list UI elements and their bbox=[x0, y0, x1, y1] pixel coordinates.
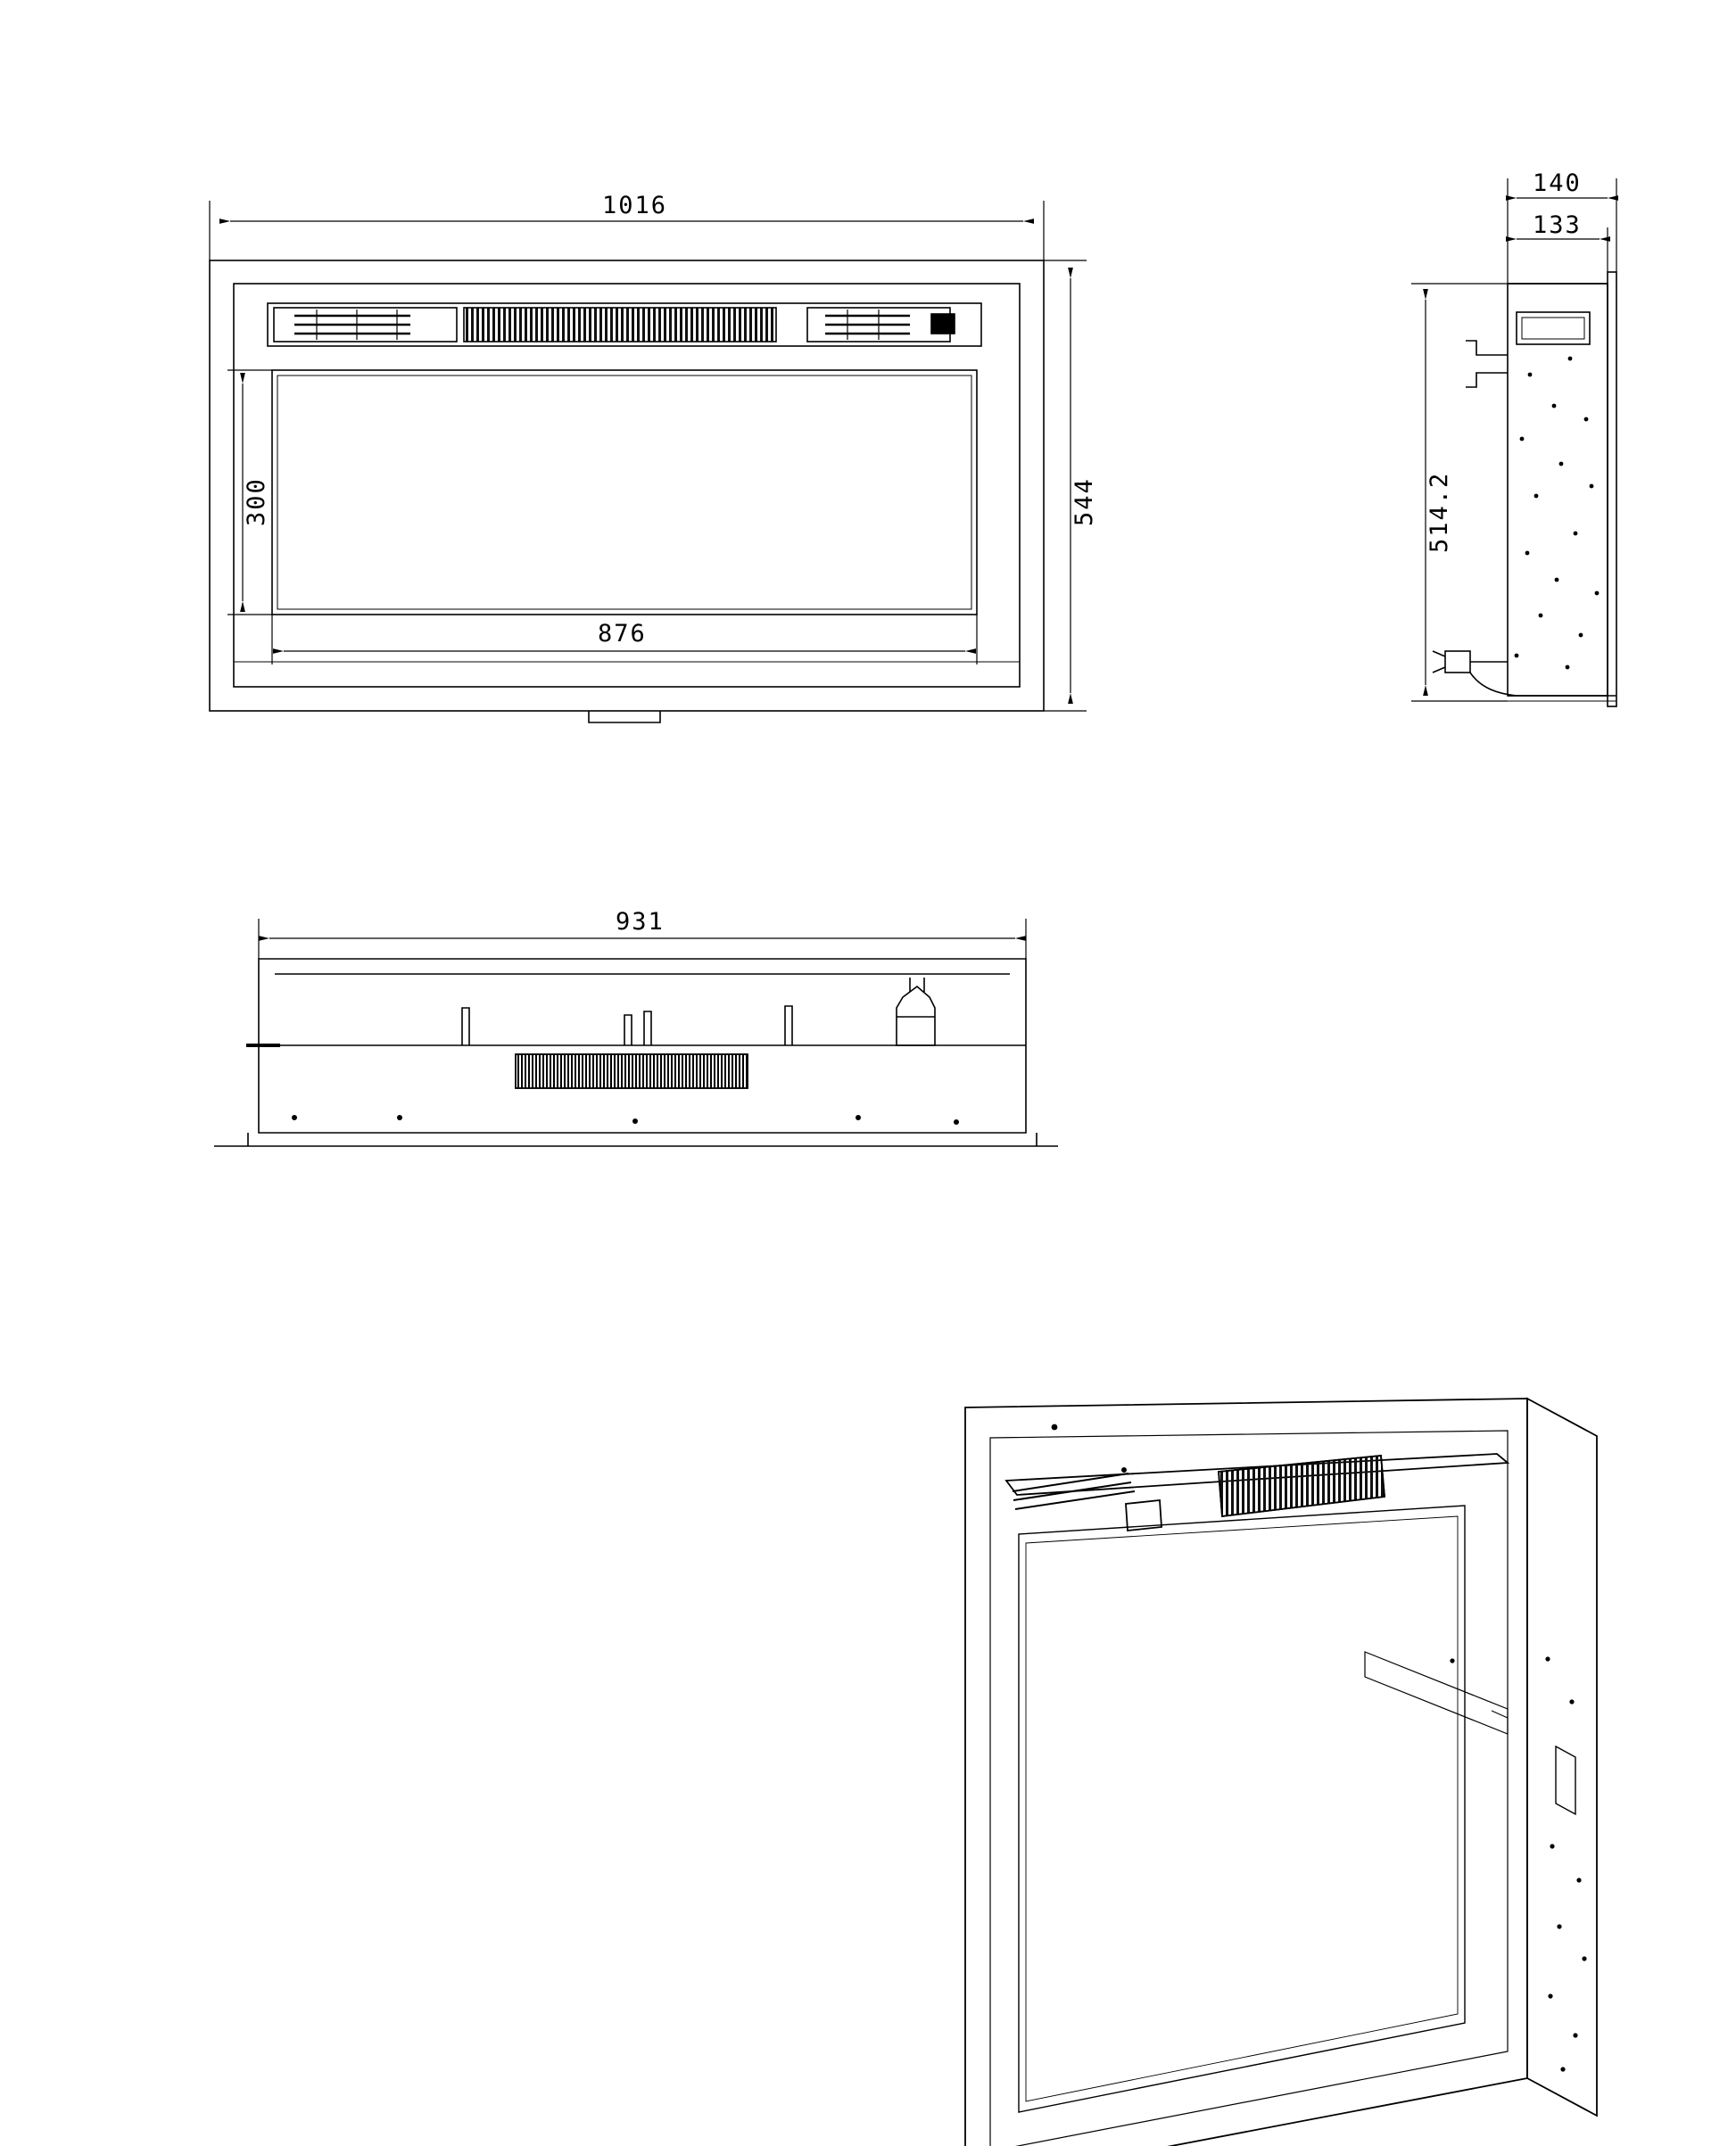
side-view-dimensions bbox=[1411, 178, 1616, 701]
top-view-geometry bbox=[214, 959, 1058, 1146]
dimension-side-inner-label: 133 bbox=[1533, 211, 1582, 239]
dimension-side-outer-label: 140 bbox=[1533, 169, 1582, 197]
side-view-geometry bbox=[1433, 272, 1616, 706]
dimension-side-height-label: 514.2 bbox=[1426, 471, 1453, 553]
dimension-front-width-label: 1016 bbox=[602, 192, 668, 219]
dimension-front-height-label: 544 bbox=[1071, 477, 1098, 526]
isometric-view-geometry bbox=[965, 1399, 1597, 2146]
front-view-dimensions bbox=[210, 201, 1087, 711]
dimension-glass-width-label: 876 bbox=[598, 620, 647, 648]
dimension-top-width-label: 931 bbox=[616, 908, 665, 936]
dimension-glass-height-label: 300 bbox=[243, 477, 270, 526]
front-view-geometry bbox=[210, 260, 1044, 722]
